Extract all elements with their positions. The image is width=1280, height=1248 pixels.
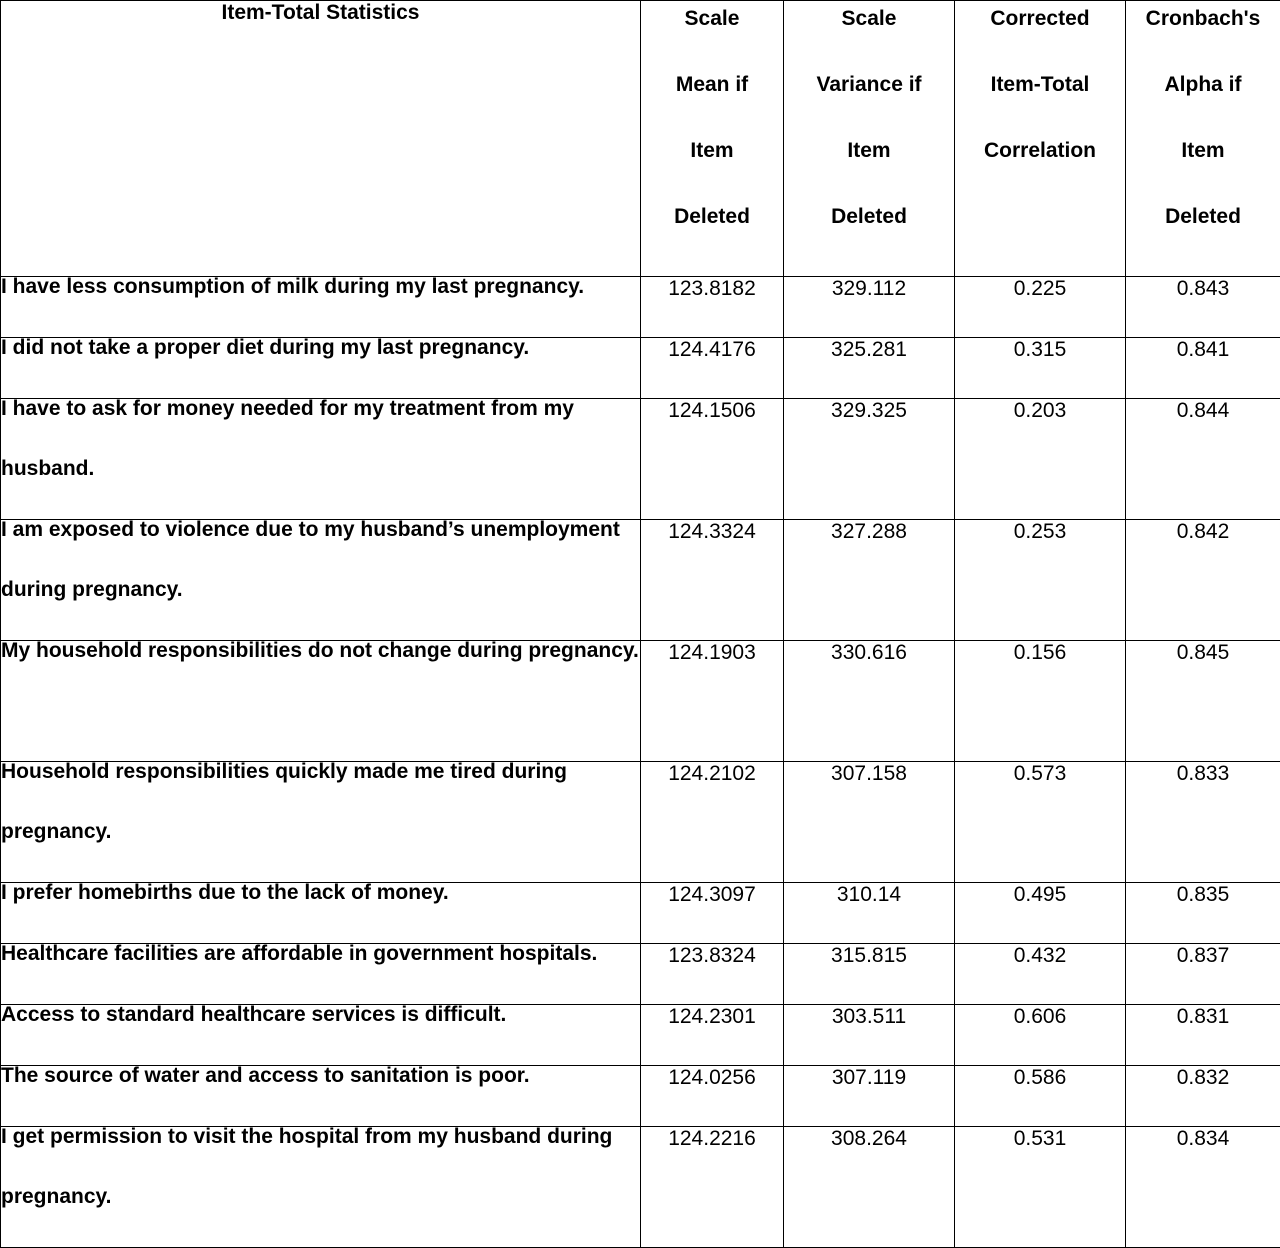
header-line: Scale xyxy=(841,7,897,30)
variance-cell: 329.112 xyxy=(784,277,955,338)
header-line: Item xyxy=(1181,139,1225,162)
mean-cell: 124.2301 xyxy=(641,1005,784,1066)
mean-cell: 123.8182 xyxy=(641,277,784,338)
mean-cell: 124.3324 xyxy=(641,520,784,641)
item-cell: I have less consumption of milk during my last pregnancy. xyxy=(1,277,641,338)
mean-cell: 124.4176 xyxy=(641,338,784,399)
correlation-cell: 0.315 xyxy=(955,338,1126,399)
correlation-cell: 0.225 xyxy=(955,277,1126,338)
alpha-cell: 0.834 xyxy=(1126,1127,1280,1248)
alpha-cell: 0.837 xyxy=(1126,944,1280,1005)
correlation-cell: 0.531 xyxy=(955,1127,1126,1248)
header-line: Deleted xyxy=(1165,205,1241,228)
header-scale-variance xyxy=(784,1,955,277)
item-cell: The source of water and access to sanitation is poor. xyxy=(1,1066,641,1127)
variance-cell: 307.119 xyxy=(784,1066,955,1127)
correlation-cell: 0.606 xyxy=(955,1005,1126,1066)
item-cell: My household responsibilities do not change during pregnancy. xyxy=(1,641,641,762)
alpha-cell: 0.833 xyxy=(1126,762,1280,883)
item-cell: I get permission to visit the hospital from my husband during pregnancy. xyxy=(1,1127,641,1248)
header-line: Mean if xyxy=(675,73,749,96)
item-cell: Household responsibilities quickly made me tired during pregnancy. xyxy=(1,762,641,883)
alpha-cell: 0.835 xyxy=(1126,883,1280,944)
mean-cell: 124.2216 xyxy=(641,1127,784,1248)
mean-cell: 124.2102 xyxy=(641,762,784,883)
header-line: Alpha if xyxy=(1164,73,1242,96)
mean-cell: 123.8324 xyxy=(641,944,784,1005)
alpha-cell: 0.832 xyxy=(1126,1066,1280,1127)
correlation-cell: 0.432 xyxy=(955,944,1126,1005)
header-scale-mean xyxy=(641,1,784,277)
alpha-cell: 0.844 xyxy=(1126,399,1280,520)
alpha-cell: 0.843 xyxy=(1126,277,1280,338)
correlation-cell: 0.203 xyxy=(955,399,1126,520)
item-cell: I prefer homebirths due to the lack of money. xyxy=(1,883,641,944)
variance-cell: 308.264 xyxy=(784,1127,955,1248)
table-title: Item-Total Statistics xyxy=(1,1,641,277)
header-line: Corrected xyxy=(990,7,1090,30)
header-line: Correlation xyxy=(983,139,1096,162)
correlation-cell: 0.156 xyxy=(955,641,1126,762)
header-corrected-correlation xyxy=(955,1,1126,277)
mean-cell: 124.0256 xyxy=(641,1066,784,1127)
variance-cell: 310.14 xyxy=(784,883,955,944)
header-line: Variance if xyxy=(816,73,922,96)
mean-cell: 124.1506 xyxy=(641,399,784,520)
item-cell: I have to ask for money needed for my treatment from my husband. xyxy=(1,399,641,520)
header-line: Item-Total xyxy=(990,73,1090,96)
variance-cell: 303.511 xyxy=(784,1005,955,1066)
header-cronbach-alpha xyxy=(1126,1,1280,277)
header-line: Deleted xyxy=(831,205,907,228)
correlation-cell: 0.586 xyxy=(955,1066,1126,1127)
variance-cell: 327.288 xyxy=(784,520,955,641)
variance-cell: 307.158 xyxy=(784,762,955,883)
alpha-cell: 0.842 xyxy=(1126,520,1280,641)
correlation-cell: 0.253 xyxy=(955,520,1126,641)
header-line: Cronbach's xyxy=(1145,7,1261,30)
mean-cell: 124.1903 xyxy=(641,641,784,762)
correlation-cell: 0.573 xyxy=(955,762,1126,883)
variance-cell: 330.616 xyxy=(784,641,955,762)
item-cell: I did not take a proper diet during my last pregnancy. xyxy=(1,338,641,399)
table-row xyxy=(1,1127,1280,1248)
item-cell: Healthcare facilities are affordable in government hospitals. xyxy=(1,944,641,1005)
header-line: Item xyxy=(690,139,734,162)
variance-cell: 325.281 xyxy=(784,338,955,399)
correlation-cell: 0.495 xyxy=(955,883,1126,944)
alpha-cell: 0.845 xyxy=(1126,641,1280,762)
header-line: Deleted xyxy=(674,205,750,228)
variance-cell: 329.325 xyxy=(784,399,955,520)
variance-cell: 315.815 xyxy=(784,944,955,1005)
header-row xyxy=(1,1,1280,277)
mean-cell: 124.3097 xyxy=(641,883,784,944)
header-line: Item xyxy=(847,139,891,162)
alpha-cell: 0.841 xyxy=(1126,338,1280,399)
header-line: Scale xyxy=(684,7,740,30)
item-cell: Access to standard healthcare services is difficult. xyxy=(1,1005,641,1066)
item-cell: I am exposed to violence due to my husband’s unemployment during pregnancy. xyxy=(1,520,641,641)
alpha-cell: 0.831 xyxy=(1126,1005,1280,1066)
